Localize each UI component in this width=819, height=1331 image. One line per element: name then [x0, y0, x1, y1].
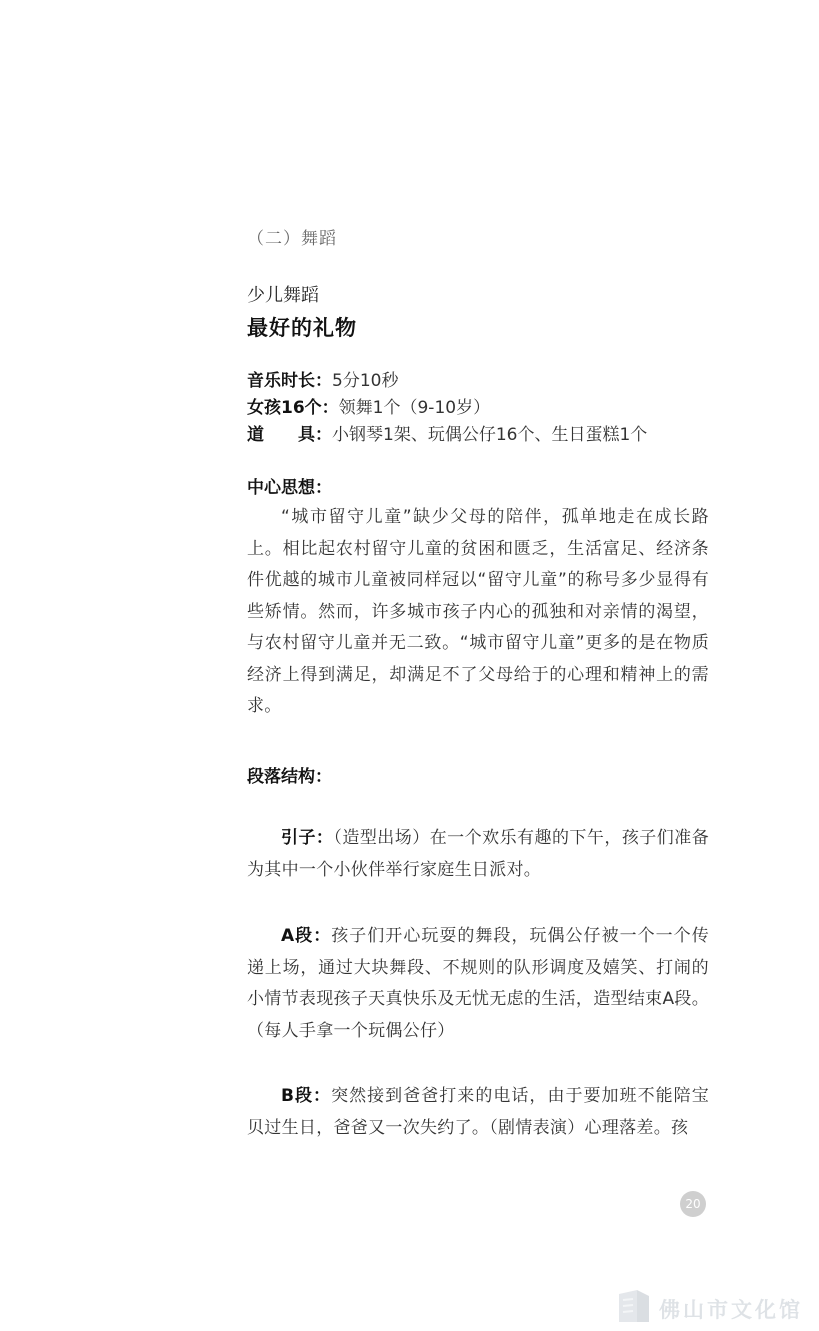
watermark-text: 佛山市文化馆 [659, 1297, 803, 1322]
performers-value: 领舞1个（9-10岁） [338, 398, 491, 418]
central-idea-heading: 中心思想： [247, 478, 332, 498]
dance-category: 少儿舞蹈 [247, 285, 319, 306]
music-duration-value: 5分10秒 [332, 371, 399, 391]
props-label: 道 具： [247, 425, 332, 445]
section-label: （二）舞蹈 [247, 229, 337, 249]
section-b-text: 突然接到爸爸打来的电话，由于要加班不能陪宝贝过生日，爸爸又一次失约了。（剧情表演）心理落差。孩 [247, 1086, 709, 1138]
props-row [247, 420, 717, 445]
intro-text: （造型出场）在一个欢乐有趣的下午，孩子们准备为其中一个小伙伴举行家庭生日派对。 [247, 828, 709, 880]
building-logo-icon [615, 1288, 653, 1324]
section-a-paragraph [247, 921, 709, 1047]
central-idea-paragraph: “城市留守儿童”缺少父母的陪伴，孤单地走在成长路上。相比起农村留守儿童的贫困和匮乏，生活富足、经济条件优越的城市儿童被同样冠以“留守儿童”的称号多少显得有些矫情。然而，许多城市孩子内心的孤独和对亲情的渴望，与农村留守儿童并无二致。“城市留守儿童”更多的是在物质经济上得到满足，却满足不了父母给于的心理和精神上的需求。 [247, 507, 709, 716]
music-duration-label: 音乐时长： [247, 371, 332, 391]
music-duration-row [247, 366, 717, 391]
intro-paragraph [247, 823, 709, 886]
page-number-badge: 20 [680, 1191, 706, 1217]
performers-row [247, 393, 717, 418]
props-value: 小钢琴1架、玩偶公仔16个、生日蛋糕1个 [332, 425, 648, 445]
intro-label: 引子： [281, 828, 334, 848]
watermark [615, 1288, 815, 1324]
structure-heading: 段落结构： [247, 767, 332, 787]
section-b-paragraph [247, 1081, 709, 1144]
performers-label: 女孩16个： [247, 398, 339, 418]
section-b-label: B段： [281, 1086, 332, 1106]
section-a-text: 孩子们开心玩耍的舞段，玩偶公仔被一个一个传递上场，通过大块舞段、不规则的队形调度及嬉笑、打闹的小情节表现孩子天真快乐及无忧无虑的生活，造型结束A段。（每人手拿一个玩偶公仔） [247, 926, 709, 1041]
piece-title: 最好的礼物 [247, 316, 357, 340]
section-a-label: A段： [281, 926, 332, 946]
